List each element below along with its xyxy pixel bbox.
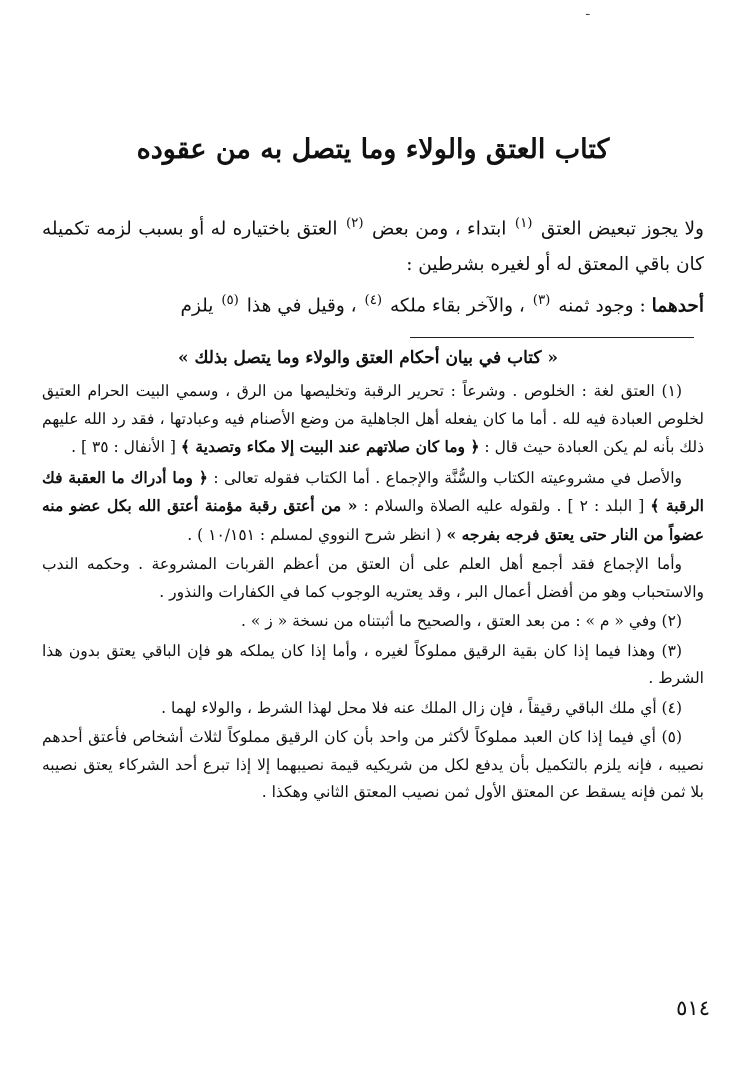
- footnote-text: [ الأنفال : ٣٥ ] .: [71, 438, 176, 456]
- main-text-segment: ، وقيل في هذا: [246, 295, 357, 317]
- quran-quote: ﴿ وما كان صلاتهم عند البيت إلا مكاء وتصدية ﴾: [180, 437, 480, 456]
- footnote-text: (١) العتق لغة : الخلوص . وشرعاً : تحرير الرقبة وتخليصها من الرق ، وسمي البيت الحرام العتيق لخلوص العبادة فيه لله . أما ما كان يفعله أهل الجاهلية من وضع الأصنام فيه وعبادتها ، فقد رد الله عليهم ذلك بأنه لم يكن العبادة حيث قال :: [42, 382, 704, 456]
- footnote-1: [42, 378, 704, 462]
- main-text-segment: العتق باختياره له أو بسبب لزمه تكميله كان باقي المعتق له أو لغيره بشرطين :: [42, 218, 704, 276]
- main-text-segment: ابتداء ، ومن بعض: [372, 218, 507, 240]
- footnote-ref-3: (٣): [532, 293, 551, 309]
- main-paragraph-1: [42, 206, 704, 283]
- corner-mark: ـ: [586, 4, 590, 18]
- footnote-text: [ البلد : ٢ ] . ولقوله عليه الصلاة والسلام :: [363, 497, 645, 515]
- main-paragraph-2: [42, 283, 704, 324]
- footnote-heading: « كتاب في بيان أحكام العتق والولاء وما يتصل بذلك »: [177, 348, 559, 368]
- main-text-segment: يلزم: [180, 295, 214, 317]
- main-text-segment: ، والآخر بقاء ملكه: [389, 295, 525, 317]
- main-text-segment: ولا يجوز تبعيض العتق: [540, 218, 704, 240]
- footnote-ref-5: (٥): [221, 293, 239, 309]
- footnote-5: (٥) أي فيما إذا كان العبد مملوكاً لأكثر من واحد بأن كان الرقيق مملوكاً لثلاث أشخاص فأعتق أحدهم نصيبه ، فإنه يلزم بالتكميل بأن يدفع لكل من شريكيه قيمة نصيبهما إلا إذا تبرع أحد الشركاء يعتق نصيبه بلا ثمن فإنه يسقط عن المعتق الأول ثمن نصيب المعتق الثاني وهكذا .: [42, 728, 704, 801]
- main-text-segment: : وجود ثمنه: [558, 295, 646, 317]
- footnote-1-continued: [42, 464, 704, 550]
- main-text: [42, 206, 704, 325]
- footnote-separator: [410, 337, 694, 338]
- main-bold-term: أحدهما: [651, 295, 704, 317]
- page-number: ٥١٤: [676, 996, 710, 1020]
- footnote-ref-1: (١): [514, 216, 533, 231]
- footnote-4: (٤) أي ملك الباقي رقيقاً ، فإن زال الملك عنه فلا محل لهذا الشرط ، والولاء لهما .: [161, 698, 682, 717]
- chapter-title: كتاب العتق والولاء وما يتصل به من عقوده: [136, 134, 610, 166]
- quran-quote: ﴿ وما أدراك ما العقبة فك الرقبة ﴾: [42, 467, 704, 515]
- footnote-text: والأصل في مشروعيته الكتاب والسُّنَّة والإجماع . أما الكتاب فقوله تعالى :: [213, 468, 682, 487]
- footnote-text: ( انظر شرح النووي لمسلم : ١٠/١٥١ ) .: [187, 525, 442, 544]
- footnote-2: (٢) وفي « م » : من بعد العتق ، والصحيح ما أثبتناه من نسخة « ز » .: [241, 612, 682, 630]
- footnote-ref-4: (٤): [364, 293, 383, 309]
- footnotes: [42, 378, 704, 809]
- footnote-3: (٣) وهذا فيما إذا كان بقية الرقيق مملوكاً لغيره ، وأما إذا كان يملكه هو فإن الباقي يعتق بدون هذا الشرط .: [42, 641, 704, 687]
- footnote-1-consensus: وأما الإجماع فقد أجمع أهل العلم على أن العتق من أعظم القربات المشروعة . وحكمه الندب والاستحباب وهو من أفضل أعمال البر ، وقد يعتريه الوجوب كما في الكفارات والنذور .: [42, 555, 704, 601]
- footnote-ref-2: (٢): [345, 216, 364, 231]
- hadith-quote: « من أعتق رقبة مؤمنة أعتق الله بكل عضو منه عضواً من النار حتى يعتق فرجه بفرجه »: [42, 496, 704, 544]
